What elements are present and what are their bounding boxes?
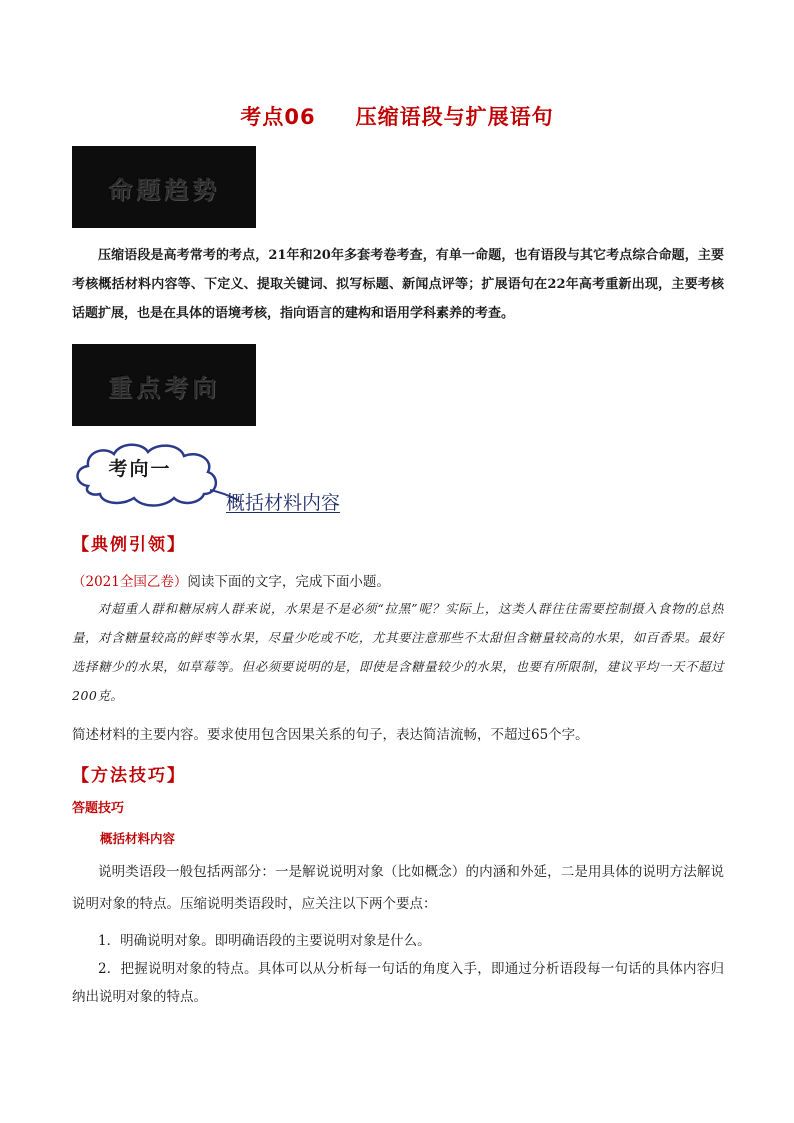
title-code: 考点06 [240, 105, 316, 129]
title-name: 压缩语段与扩展语句 [355, 105, 554, 129]
example-tag: 【典例引领】 [72, 535, 186, 555]
topic-cloud-label: 考向一 [108, 458, 172, 480]
trend-banner [72, 146, 256, 228]
focus-banner-label: 重点考向 [108, 373, 220, 402]
trend-banner-label: 命题趋势 [108, 175, 220, 204]
method-item-1: 1．明确说明对象。即明确语段的主要说明对象是什么。 [98, 933, 431, 949]
example-instruction: 阅读下面的文字，完成下面小题。 [187, 574, 390, 590]
example-source-line [72, 570, 390, 590]
focus-banner [72, 344, 256, 426]
example-source: （2021全国乙卷） [72, 574, 188, 590]
method-body: 说明类语段一般包括两部分：一是解说说明对象（比如概念）的内涵和外延，二是用具体的说明方法解说说明对象的特点。压缩说明类语段时，应关注以下两个要点： [72, 864, 724, 912]
example-passage: 对超重人群和糖尿病人群来说，水果是不是必须“拉黑”呢？实际上，这类人群往往需要控制摄入食物的总热量，对含糖量较高的鲜枣等水果，尽量少吃或不吃，尤其要注意那些不太甜但含糖量较高的水果，如百香果。最好选择糖少的水果，如草莓等。但必须要说明的是，即使是含糖量较少的水果，也要有所限制，建议平均一天不超过200克。 [72, 601, 724, 703]
topic-heading: 概括材料内容 [226, 492, 341, 514]
page-title [0, 101, 794, 131]
method-subsubheading: 概括材料内容 [100, 831, 176, 846]
method-item-2: 2．把握说明对象的特点。具体可以从分析每一句话的角度入手，即通过分析语段每一句话的具体内容归纳出说明对象的特点。 [72, 961, 724, 1005]
topic-cloud [70, 440, 240, 510]
example-question: 简述材料的主要内容。要求使用包含因果关系的句子，表达简洁流畅，不超过65个字。 [72, 727, 589, 743]
method-tag: 【方法技巧】 [72, 766, 186, 786]
method-subheading: 答题技巧 [72, 801, 125, 816]
intro-paragraph: 压缩语段是高考常考的考点，21年和20年多套考卷考查，有单一命题，也有语段与其它考点综合命题，主要考核概括材料内容等、下定义、提取关键词、拟写标题、新闻点评等；扩展语句在22年高考重新出现，主要考核话题扩展，也是在具体的语境考核，指向语言的建构和语用学科素养的考查。 [72, 248, 724, 321]
